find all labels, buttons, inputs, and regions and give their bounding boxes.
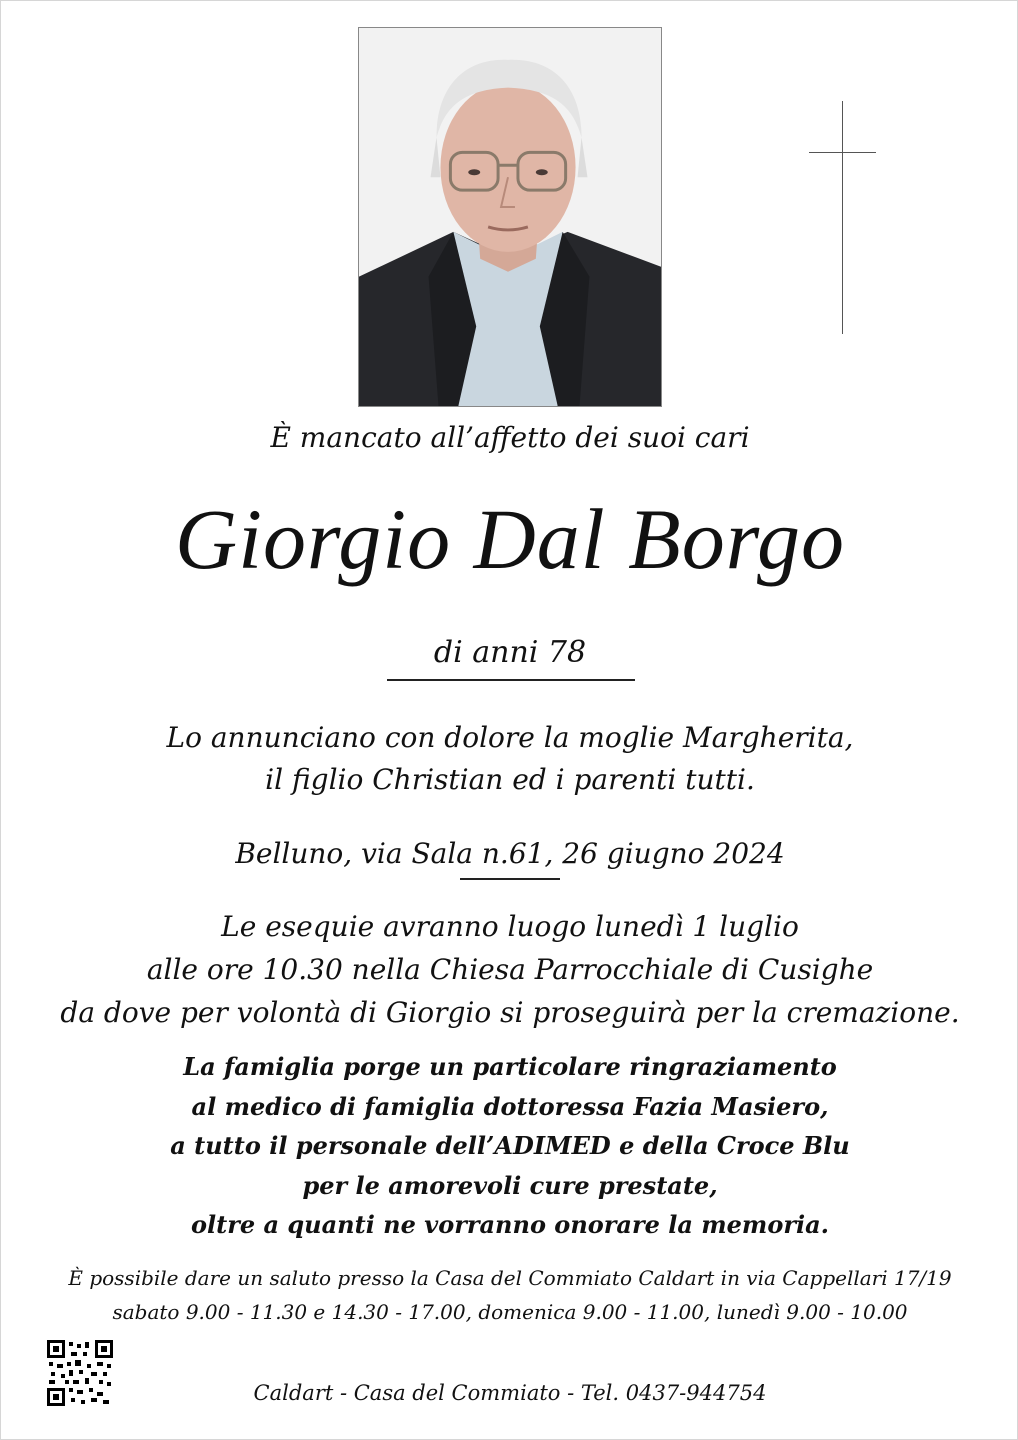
thanks-line: La famiglia porge un particolare ringraziamento — [183, 1052, 837, 1081]
cross-icon — [842, 101, 843, 334]
thanks-message — [1, 1047, 1018, 1245]
portrait-photo — [358, 27, 662, 407]
funeral-info — [1, 905, 1018, 1034]
age-text: di anni 78 — [433, 635, 587, 670]
announcement-line: il figlio Christian ed i parenti tutti. — [265, 763, 755, 796]
funeral-line: alle ore 10.30 nella Chiesa Parrocchiale di Cusighe — [146, 953, 874, 986]
place-underline — [460, 878, 560, 880]
announcement — [1, 717, 1018, 801]
thanks-line: oltre a quanti ne vorranno onorare la memoria. — [191, 1210, 829, 1239]
visiting-line: sabato 9.00 - 11.30 e 14.30 - 17.00, domenica 9.00 - 11.00, lunedì 9.00 - 10.00 — [112, 1300, 908, 1324]
funeral-home-contact: Caldart - Casa del Commiato - Tel. 0437-944754 — [253, 1381, 767, 1405]
cross-icon-bar — [809, 152, 876, 153]
funeral-line: Le esequie avranno luogo lunedì 1 luglio — [221, 910, 799, 943]
thanks-line: a tutto il personale dell’ADIMED e della Croce Blu — [170, 1131, 850, 1160]
thanks-line: al medico di famiglia dottoressa Fazia Masiero, — [191, 1091, 829, 1121]
visiting-line: È possibile dare un saluto presso la Casa del Commiato Caldart in via Cappellari 17/19 — [68, 1266, 952, 1290]
place-date: Belluno, via Sala n.61, 26 giugno 2024 — [235, 837, 785, 870]
announcement-line: Lo annunciano con dolore la moglie Margherita, — [166, 721, 854, 754]
intro-text: È mancato all’affetto dei suoi cari — [270, 421, 750, 454]
deceased-name: Giorgio Dal Borgo — [175, 491, 845, 587]
age-underline — [387, 679, 635, 681]
thanks-line: per le amorevoli cure prestate, — [302, 1170, 718, 1200]
visiting-info — [1, 1261, 1018, 1329]
funeral-line: da dove per volontà di Giorgio si proseguirà per la cremazione. — [60, 996, 960, 1029]
